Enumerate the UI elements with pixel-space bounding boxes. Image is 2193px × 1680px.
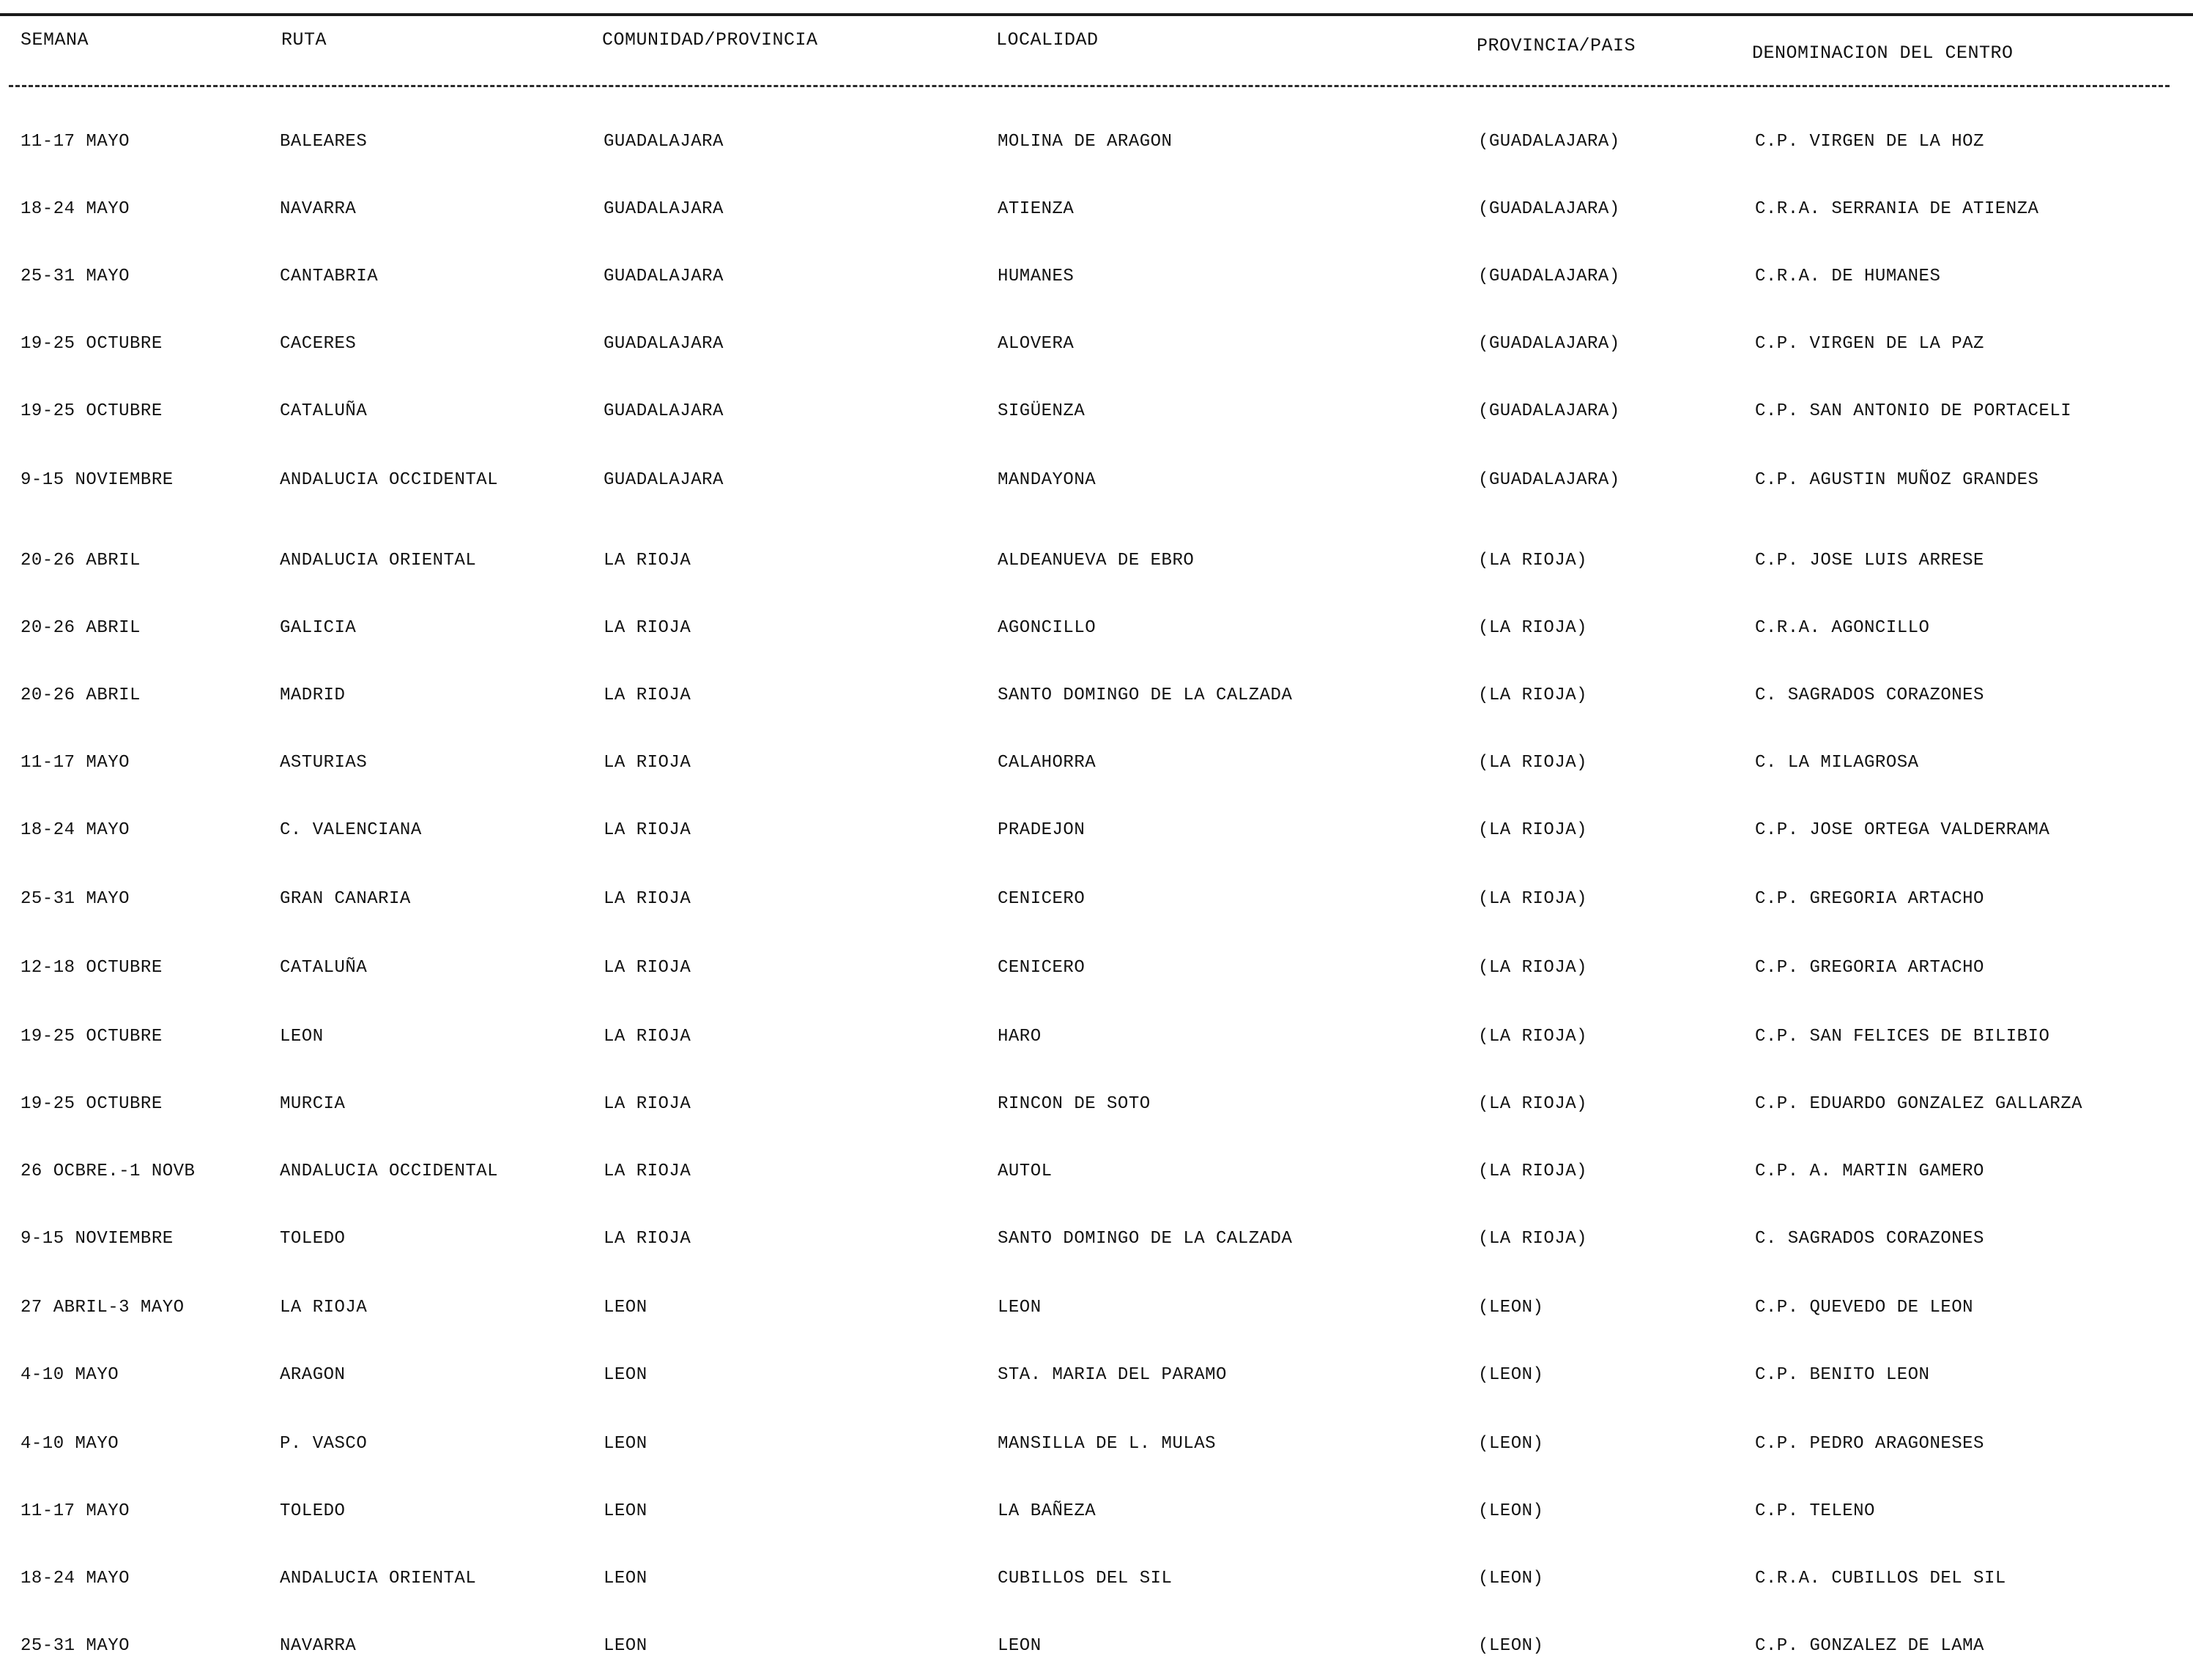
cell-comunidad: LEON [604,1298,647,1317]
cell-ruta: NAVARRA [280,1636,357,1656]
cell-provincia: (LA RIOJA) [1478,1229,1588,1249]
header-comunidad: COMUNIDAD/PROVINCIA [602,29,818,51]
cell-ruta: LA RIOJA [280,1298,368,1317]
cell-semana: 9-15 NOVIEMBRE [21,1229,174,1249]
cell-ruta: CANTABRIA [280,267,379,286]
cell-comunidad: LEON [604,1365,647,1385]
cell-semana: 18-24 MAYO [21,1569,130,1588]
cell-semana: 18-24 MAYO [21,199,130,219]
cell-localidad: CENICERO [998,958,1086,978]
table-row [0,334,2193,378]
cell-semana: 20-26 ABRIL [21,618,141,638]
cell-centro: C.R.A. SERRANIA DE ATIENZA [1755,199,2039,219]
cell-centro: C.P. VIRGEN DE LA PAZ [1755,334,1984,354]
cell-centro: C.P. GREGORIA ARTACHO [1755,958,1984,978]
cell-comunidad: LA RIOJA [604,1094,691,1114]
cell-centro: C.P. GREGORIA ARTACHO [1755,889,1984,909]
cell-ruta: MADRID [280,685,346,705]
cell-semana: 27 ABRIL-3 MAYO [21,1298,185,1317]
cell-semana: 25-31 MAYO [21,267,130,286]
cell-ruta: ARAGON [280,1365,346,1385]
cell-ruta: LEON [280,1027,324,1047]
cell-localidad: RINCON DE SOTO [998,1094,1151,1114]
table-row [0,958,2193,1002]
cell-provincia: (LA RIOJA) [1478,958,1588,978]
cell-ruta: BALEARES [280,132,368,152]
cell-semana: 20-26 ABRIL [21,551,141,570]
cell-centro: C.P. A. MARTIN GAMERO [1755,1161,1984,1181]
cell-ruta: GRAN CANARIA [280,889,411,909]
cell-comunidad: LA RIOJA [604,551,691,570]
cell-provincia: (LA RIOJA) [1478,820,1588,840]
cell-localidad: CENICERO [998,889,1086,909]
cell-provincia: (GUADALAJARA) [1478,132,1620,152]
cell-centro: C.P. VIRGEN DE LA HOZ [1755,132,1984,152]
header-centro: DENOMINACION DEL CENTRO [1752,42,2014,64]
cell-ruta: ANDALUCIA ORIENTAL [280,1569,477,1588]
table-row [0,753,2193,797]
table-row [0,1094,2193,1138]
cell-centro: C. SAGRADOS CORAZONES [1755,685,1984,705]
cell-provincia: (LA RIOJA) [1478,1094,1588,1114]
cell-semana: 19-25 OCTUBRE [21,1094,163,1114]
cell-comunidad: GUADALAJARA [604,470,724,490]
cell-comunidad: GUADALAJARA [604,199,724,219]
cell-localidad: HUMANES [998,267,1075,286]
cell-semana: 25-31 MAYO [21,889,130,909]
table-row [0,1501,2193,1545]
cell-centro: C.R.A. CUBILLOS DEL SIL [1755,1569,2006,1588]
cell-semana: 26 OCBRE.-1 NOVB [21,1161,196,1181]
cell-comunidad: LA RIOJA [604,958,691,978]
cell-comunidad: LA RIOJA [604,685,691,705]
table-row [0,1229,2193,1273]
cell-provincia: (LEON) [1478,1569,1544,1588]
cell-provincia: (LA RIOJA) [1478,618,1588,638]
table-row [0,1434,2193,1478]
table-row [0,820,2193,864]
cell-ruta: ANDALUCIA OCCIDENTAL [280,1161,499,1181]
cell-ruta: ANDALUCIA OCCIDENTAL [280,470,499,490]
table-row [0,132,2193,176]
cell-provincia: (GUADALAJARA) [1478,470,1620,490]
cell-localidad: SANTO DOMINGO DE LA CALZADA [998,685,1293,705]
table-row [0,1365,2193,1409]
cell-provincia: (LEON) [1478,1298,1544,1317]
cell-provincia: (LA RIOJA) [1478,753,1588,773]
cell-centro: C.P. SAN ANTONIO DE PORTACELI [1755,401,2072,421]
cell-localidad: LA BAÑEZA [998,1501,1096,1521]
cell-centro: C.P. AGUSTIN MUÑOZ GRANDES [1755,470,2039,490]
cell-semana: 4-10 MAYO [21,1434,119,1454]
table-row [0,1636,2193,1680]
cell-semana: 11-17 MAYO [21,132,130,152]
cell-centro: C. SAGRADOS CORAZONES [1755,1229,1984,1249]
table-row [0,1569,2193,1613]
table-row [0,1298,2193,1342]
cell-provincia: (LEON) [1478,1365,1544,1385]
cell-comunidad: LEON [604,1636,647,1656]
cell-provincia: (LA RIOJA) [1478,685,1588,705]
header-semana: SEMANA [21,29,89,51]
table-row [0,889,2193,933]
cell-centro: C.P. GONZALEZ DE LAMA [1755,1636,1984,1656]
cell-localidad: SANTO DOMINGO DE LA CALZADA [998,1229,1293,1249]
cell-semana: 19-25 OCTUBRE [21,1027,163,1047]
cell-ruta: NAVARRA [280,199,357,219]
cell-localidad: ATIENZA [998,199,1075,219]
cell-provincia: (LEON) [1478,1636,1544,1656]
cell-provincia: (LEON) [1478,1501,1544,1521]
cell-provincia: (LA RIOJA) [1478,1027,1588,1047]
cell-ruta: C. VALENCIANA [280,820,422,840]
cell-ruta: P. VASCO [280,1434,368,1454]
cell-semana: 11-17 MAYO [21,1501,130,1521]
cell-comunidad: LA RIOJA [604,820,691,840]
cell-semana: 18-24 MAYO [21,820,130,840]
cell-localidad: SIGÜENZA [998,401,1086,421]
cell-centro: C.P. QUEVEDO DE LEON [1755,1298,1974,1317]
table-row [0,685,2193,729]
cell-localidad: AUTOL [998,1161,1053,1181]
cell-localidad: HARO [998,1027,1042,1047]
cell-semana: 19-25 OCTUBRE [21,401,163,421]
top-rule [0,13,2193,16]
table-row [0,401,2193,445]
cell-localidad: ALOVERA [998,334,1075,354]
cell-centro: C.R.A. AGONCILLO [1755,618,1930,638]
cell-localidad: MOLINA DE ARAGON [998,132,1173,152]
cell-semana: 25-31 MAYO [21,1636,130,1656]
cell-centro: C. LA MILAGROSA [1755,753,1919,773]
cell-comunidad: LA RIOJA [604,1027,691,1047]
cell-semana: 9-15 NOVIEMBRE [21,470,174,490]
cell-centro: C.R.A. DE HUMANES [1755,267,1941,286]
header-provincia: PROVINCIA/PAIS [1477,35,1636,56]
cell-localidad: MANSILLA DE L. MULAS [998,1434,1217,1454]
header-ruta: RUTA [281,29,327,51]
cell-ruta: GALICIA [280,618,357,638]
cell-provincia: (GUADALAJARA) [1478,334,1620,354]
cell-comunidad: LA RIOJA [604,753,691,773]
cell-comunidad: LEON [604,1501,647,1521]
cell-comunidad: LEON [604,1569,647,1588]
cell-centro: C.P. EDUARDO GONZALEZ GALLARZA [1755,1094,2083,1114]
cell-comunidad: LA RIOJA [604,1229,691,1249]
cell-ruta: TOLEDO [280,1229,346,1249]
cell-provincia: (GUADALAJARA) [1478,401,1620,421]
cell-localidad: LEON [998,1636,1042,1656]
table-row [0,470,2193,514]
cell-comunidad: GUADALAJARA [604,132,724,152]
cell-semana: 20-26 ABRIL [21,685,141,705]
cell-comunidad: GUADALAJARA [604,267,724,286]
dashed-divider [9,85,2170,87]
cell-centro: C.P. TELENO [1755,1501,1875,1521]
cell-ruta: CATALUÑA [280,401,368,421]
cell-provincia: (GUADALAJARA) [1478,267,1620,286]
cell-semana: 19-25 OCTUBRE [21,334,163,354]
cell-provincia: (LA RIOJA) [1478,889,1588,909]
cell-centro: C.P. JOSE LUIS ARRESE [1755,551,1984,570]
cell-provincia: (LA RIOJA) [1478,1161,1588,1181]
table-row [0,267,2193,311]
cell-ruta: ASTURIAS [280,753,368,773]
cell-centro: C.P. SAN FELICES DE BILIBIO [1755,1027,2050,1047]
cell-provincia: (LA RIOJA) [1478,551,1588,570]
header-localidad: LOCALIDAD [996,29,1099,51]
cell-localidad: PRADEJON [998,820,1086,840]
table-row [0,1027,2193,1071]
cell-comunidad: LA RIOJA [604,618,691,638]
cell-centro: C.P. BENITO LEON [1755,1365,1930,1385]
table-row [0,618,2193,662]
cell-localidad: CALAHORRA [998,753,1096,773]
cell-ruta: CATALUÑA [280,958,368,978]
cell-ruta: ANDALUCIA ORIENTAL [280,551,477,570]
cell-centro: C.P. JOSE ORTEGA VALDERRAMA [1755,820,2050,840]
cell-ruta: MURCIA [280,1094,346,1114]
cell-comunidad: LA RIOJA [604,889,691,909]
cell-localidad: CUBILLOS DEL SIL [998,1569,1173,1588]
cell-ruta: TOLEDO [280,1501,346,1521]
cell-semana: 12-18 OCTUBRE [21,958,163,978]
cell-localidad: ALDEANUEVA DE EBRO [998,551,1195,570]
cell-comunidad: GUADALAJARA [604,401,724,421]
cell-comunidad: LA RIOJA [604,1161,691,1181]
cell-comunidad: LEON [604,1434,647,1454]
cell-comunidad: GUADALAJARA [604,334,724,354]
cell-semana: 11-17 MAYO [21,753,130,773]
cell-provincia: (LEON) [1478,1434,1544,1454]
table-row [0,1161,2193,1205]
table-row [0,551,2193,595]
cell-localidad: MANDAYONA [998,470,1096,490]
cell-localidad: LEON [998,1298,1042,1317]
cell-centro: C.P. PEDRO ARAGONESES [1755,1434,1984,1454]
cell-localidad: AGONCILLO [998,618,1096,638]
cell-localidad: STA. MARIA DEL PARAMO [998,1365,1227,1385]
cell-semana: 4-10 MAYO [21,1365,119,1385]
cell-ruta: CACERES [280,334,357,354]
table-row [0,199,2193,243]
cell-provincia: (GUADALAJARA) [1478,199,1620,219]
table-header [0,29,2193,66]
